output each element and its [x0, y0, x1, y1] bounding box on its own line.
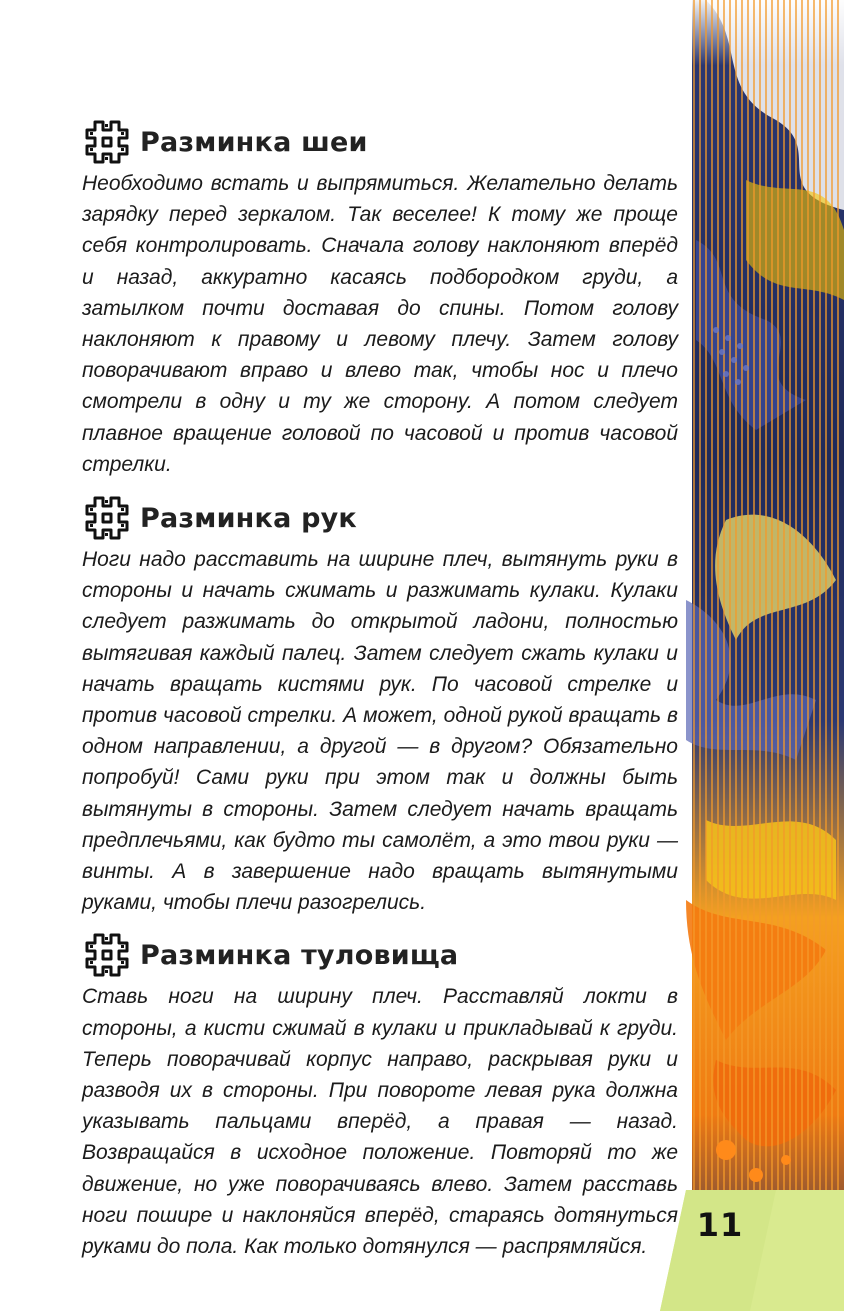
hash-icon	[82, 119, 132, 165]
section-body: Ставь ноги на ширину плеч. Расставляй локти в стороны, а кисти сжимай в кулаки и прикладывай к груди. Теперь поворачивай корпус направо, раскрывая руки и разводя их в стороны. При повороте левая рука должна указывать пальцами вперёд, а правая — назад. Возвращайся в исходное положение. Повторяй то же движение, но уже поворачиваясь влево. Затем расставь ноги пошире и наклоняйся вперёд, стараясь дотянуться руками до пола. Как только дотянулся — распрямляйся.	[82, 985, 678, 1259]
section-neck-warmup	[82, 118, 678, 480]
section-body: Необходимо встать и выпрямиться. Желательно делать зарядку перед зеркалом. Так веселее! К тому же проще себя контролировать. Сначала голову наклоняют вперёд и назад, аккуратно касаясь подбородком груди, а затылком почти доставая до спины. Потом голову наклоняют к правому и левому плечу. Затем голову поворачивают вправо и влево так, чтобы нос и плечо смотрели в одну и ту же сторону. А потом следует плавное вращение головой по часовой и против часовой стрелки.	[82, 172, 678, 476]
section-torso-warmup	[82, 931, 678, 1262]
page-number-badge	[660, 1190, 844, 1311]
section-heading-text: Разминка рук	[140, 502, 357, 534]
section-heading-text: Разминка шеи	[140, 126, 368, 158]
section-body: Ноги надо расставить на ширине плеч, вытянуть руки в стороны и начать сжимать и разжимать кулаки. Кулаки следует разжимать до открытой ладони, полностью вытягивая каждый палец. Затем следует сжать кулаки и начать вращать кистями рук. По часовой стрелке и против часовой стрелки. А может, одной рукой вращать в одном направлении, а другой — в другом? Обязательно попробуй! Сами руки при этом так и должны быть вытянуты в стороны. Затем следует начать вращать предплечьями, как будто ты самолёт, а это твои руки — винты. А в завершение надо вращать вытянутыми руками, чтобы плечи разогрелись.	[82, 548, 678, 915]
section-heading-text: Разминка туловища	[140, 939, 459, 971]
section-heading	[82, 118, 678, 166]
section-heading	[82, 931, 678, 979]
section-heading	[82, 494, 678, 542]
decorative-paint-stripe	[686, 0, 844, 1311]
page-number: 11	[696, 1206, 744, 1244]
article-content	[82, 118, 678, 1270]
hash-icon	[82, 932, 132, 978]
section-arms-warmup	[82, 494, 678, 918]
hash-icon	[82, 495, 132, 541]
